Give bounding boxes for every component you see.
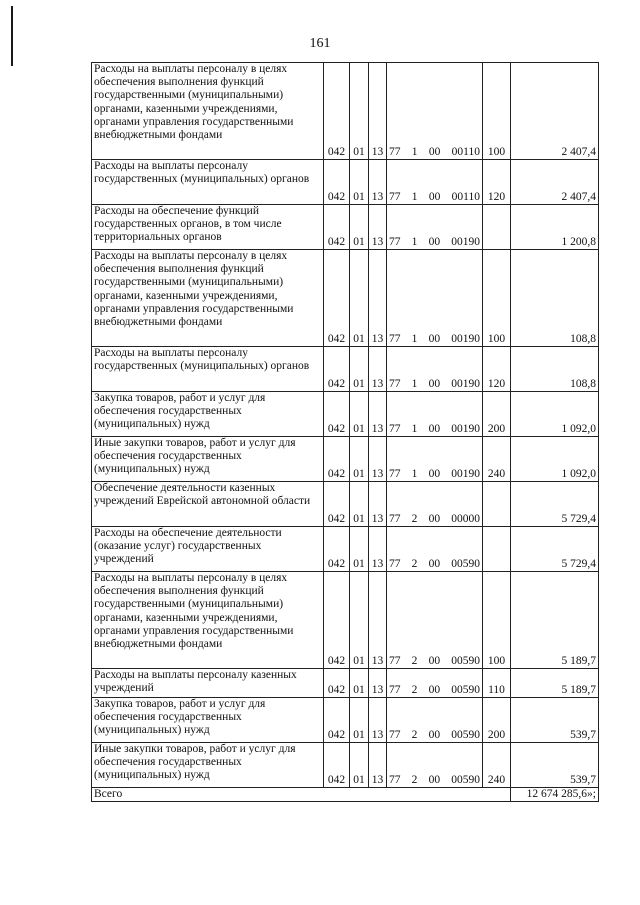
row-expense-type: 100 (483, 63, 511, 160)
target-program: 77 (389, 190, 401, 203)
target-program: 77 (389, 512, 401, 525)
row-subsection: 13 (369, 743, 387, 788)
target-subprogram: 2 (411, 654, 418, 667)
row-name: Расходы на выплаты персоналу государственных (муниципальных) органов (92, 160, 324, 205)
target-article-code (389, 684, 480, 697)
row-sum: 5 189,7 (511, 669, 599, 698)
row-expense-type: 200 (483, 392, 511, 437)
target-group: 00 (428, 654, 441, 667)
table-row (92, 160, 599, 205)
row-name: Расходы на выплаты персоналу в целях обеспечения выполнения функций государственными (муниципальными) органами, казенными учреждениями, органами управления государственными внебюджетными фондами (92, 63, 324, 160)
target-subprogram: 2 (411, 557, 418, 570)
row-target-article (387, 392, 483, 437)
row-expense-type (483, 205, 511, 250)
target-subprogram: 1 (411, 377, 418, 390)
row-section: 01 (350, 437, 369, 482)
row-admin-code: 042 (324, 250, 350, 347)
target-group: 00 (428, 145, 441, 158)
target-program: 77 (389, 557, 401, 570)
table-row (92, 437, 599, 482)
target-item: 00190 (451, 467, 480, 480)
row-name: Обеспечение деятельности казенных учреждений Еврейской автономной области (92, 482, 324, 527)
table-row (92, 482, 599, 527)
target-item: 00190 (451, 377, 480, 390)
row-sum: 5 729,4 (511, 527, 599, 572)
target-item: 00110 (451, 145, 480, 158)
target-program: 77 (389, 773, 401, 786)
row-expense-type (483, 527, 511, 572)
target-program: 77 (389, 728, 401, 741)
row-section: 01 (350, 63, 369, 160)
row-admin-code: 042 (324, 669, 350, 698)
target-item: 00590 (451, 654, 480, 667)
target-article-code (389, 146, 480, 159)
budget-table (91, 62, 599, 802)
row-name: Иные закупки товаров, работ и услуг для обеспечения государственных (муниципальных) нужд (92, 437, 324, 482)
target-group: 00 (428, 683, 441, 696)
row-target-article (387, 160, 483, 205)
row-subsection: 13 (369, 527, 387, 572)
table-row (92, 205, 599, 250)
total-label: Всего (92, 788, 511, 802)
target-group: 00 (428, 377, 441, 390)
row-target-article (387, 572, 483, 669)
row-expense-type: 100 (483, 250, 511, 347)
row-expense-type: 240 (483, 743, 511, 788)
target-program: 77 (389, 654, 401, 667)
target-group: 00 (428, 190, 441, 203)
table-row (92, 669, 599, 698)
row-name: Расходы на выплаты персоналу казенных учреждений (92, 669, 324, 698)
row-target-article (387, 347, 483, 392)
row-sum: 1 200,8 (511, 205, 599, 250)
target-article-code (389, 378, 480, 391)
row-admin-code: 042 (324, 572, 350, 669)
target-program: 77 (389, 422, 401, 435)
target-group: 00 (428, 557, 441, 570)
row-subsection: 13 (369, 347, 387, 392)
target-group: 00 (428, 773, 441, 786)
row-admin-code: 042 (324, 482, 350, 527)
row-section: 01 (350, 527, 369, 572)
table-row (92, 698, 599, 743)
target-item: 00590 (451, 683, 480, 696)
row-name: Расходы на выплаты персоналу государственных (муниципальных) органов (92, 347, 324, 392)
target-group: 00 (428, 235, 441, 248)
row-admin-code: 042 (324, 743, 350, 788)
row-name: Закупка товаров, работ и услуг для обеспечения государственных (муниципальных) нужд (92, 392, 324, 437)
target-program: 77 (389, 377, 401, 390)
row-section: 01 (350, 160, 369, 205)
total-sum: 12 674 285,6»; (511, 788, 599, 802)
target-item: 00110 (451, 190, 480, 203)
row-target-article (387, 205, 483, 250)
target-group: 00 (428, 728, 441, 741)
table-row (92, 63, 599, 160)
page-number: 161 (309, 36, 331, 51)
target-program: 77 (389, 683, 401, 696)
row-name: Иные закупки товаров, работ и услуг для обеспечения государственных (муниципальных) нужд (92, 743, 324, 788)
table-row (92, 250, 599, 347)
target-item: 00190 (451, 332, 480, 345)
row-sum: 1 092,0 (511, 437, 599, 482)
row-admin-code: 042 (324, 347, 350, 392)
row-expense-type: 200 (483, 698, 511, 743)
row-expense-type (483, 482, 511, 527)
target-subprogram: 2 (411, 728, 418, 741)
row-name: Расходы на обеспечение функций государственных органов, в том числе территориальных органов (92, 205, 324, 250)
row-section: 01 (350, 205, 369, 250)
row-sum: 2 407,4 (511, 160, 599, 205)
target-item: 00190 (451, 422, 480, 435)
target-article-code (389, 191, 480, 204)
row-subsection: 13 (369, 63, 387, 160)
target-item: 00590 (451, 557, 480, 570)
row-sum: 1 092,0 (511, 392, 599, 437)
row-admin-code: 042 (324, 392, 350, 437)
target-group: 00 (428, 422, 441, 435)
row-target-article (387, 743, 483, 788)
target-subprogram: 2 (411, 512, 418, 525)
row-subsection: 13 (369, 205, 387, 250)
target-program: 77 (389, 332, 401, 345)
target-article-code (389, 729, 480, 742)
table-row (92, 392, 599, 437)
budget-table-body (92, 63, 599, 802)
row-sum: 5 729,4 (511, 482, 599, 527)
row-subsection: 13 (369, 392, 387, 437)
target-subprogram: 1 (411, 422, 418, 435)
target-article-code (389, 513, 480, 526)
row-subsection: 13 (369, 669, 387, 698)
table-row (92, 572, 599, 669)
target-subprogram: 2 (411, 683, 418, 696)
row-admin-code: 042 (324, 205, 350, 250)
target-group: 00 (428, 467, 441, 480)
row-sum: 539,7 (511, 743, 599, 788)
row-sum: 2 407,4 (511, 63, 599, 160)
target-article-code (389, 655, 480, 668)
target-subprogram: 1 (411, 332, 418, 345)
row-subsection: 13 (369, 572, 387, 669)
target-group: 00 (428, 512, 441, 525)
row-expense-type: 120 (483, 160, 511, 205)
row-expense-type: 240 (483, 437, 511, 482)
row-expense-type: 100 (483, 572, 511, 669)
row-admin-code: 042 (324, 160, 350, 205)
row-subsection: 13 (369, 437, 387, 482)
row-sum: 108,8 (511, 347, 599, 392)
row-section: 01 (350, 698, 369, 743)
row-target-article (387, 250, 483, 347)
row-target-article (387, 527, 483, 572)
row-name: Закупка товаров, работ и услуг для обеспечения государственных (муниципальных) нужд (92, 698, 324, 743)
row-section: 01 (350, 482, 369, 527)
row-sum: 5 189,7 (511, 572, 599, 669)
row-name: Расходы на обеспечение деятельности (оказание услуг) государственных учреждений (92, 527, 324, 572)
row-admin-code: 042 (324, 698, 350, 743)
row-name: Расходы на выплаты персоналу в целях обеспечения выполнения функций государственными (муниципальными) органами, казенными учреждениями, органами управления государственными внебюджетными фондами (92, 572, 324, 669)
target-item: 00000 (451, 512, 480, 525)
target-subprogram: 1 (411, 467, 418, 480)
target-article-code (389, 558, 480, 571)
row-subsection: 13 (369, 250, 387, 347)
total-row (92, 788, 599, 802)
row-admin-code: 042 (324, 437, 350, 482)
target-item: 00590 (451, 773, 480, 786)
row-subsection: 13 (369, 482, 387, 527)
row-section: 01 (350, 572, 369, 669)
table-row (92, 743, 599, 788)
row-section: 01 (350, 743, 369, 788)
row-target-article (387, 437, 483, 482)
target-subprogram: 1 (411, 235, 418, 248)
row-subsection: 13 (369, 160, 387, 205)
row-section: 01 (350, 669, 369, 698)
row-section: 01 (350, 250, 369, 347)
target-article-code (389, 774, 480, 787)
target-item: 00190 (451, 235, 480, 248)
target-item: 00590 (451, 728, 480, 741)
row-section: 01 (350, 392, 369, 437)
row-target-article (387, 669, 483, 698)
row-target-article (387, 482, 483, 527)
target-program: 77 (389, 467, 401, 480)
table-row (92, 347, 599, 392)
row-subsection: 13 (369, 698, 387, 743)
target-subprogram: 2 (411, 773, 418, 786)
row-sum: 108,8 (511, 250, 599, 347)
row-section: 01 (350, 347, 369, 392)
target-program: 77 (389, 235, 401, 248)
target-article-code (389, 236, 480, 249)
target-article-code (389, 333, 480, 346)
row-sum: 539,7 (511, 698, 599, 743)
row-expense-type: 120 (483, 347, 511, 392)
table-row (92, 527, 599, 572)
row-target-article (387, 63, 483, 160)
row-admin-code: 042 (324, 527, 350, 572)
target-group: 00 (428, 332, 441, 345)
target-subprogram: 1 (411, 190, 418, 203)
row-name: Расходы на выплаты персоналу в целях обеспечения выполнения функций государственными (муниципальными) органами, казенными учреждениями, органами управления государственными внебюджетными фондами (92, 250, 324, 347)
row-expense-type: 110 (483, 669, 511, 698)
target-article-code (389, 468, 480, 481)
row-admin-code: 042 (324, 63, 350, 160)
target-article-code (389, 423, 480, 436)
target-program: 77 (389, 145, 401, 158)
target-subprogram: 1 (411, 145, 418, 158)
row-target-article (387, 698, 483, 743)
